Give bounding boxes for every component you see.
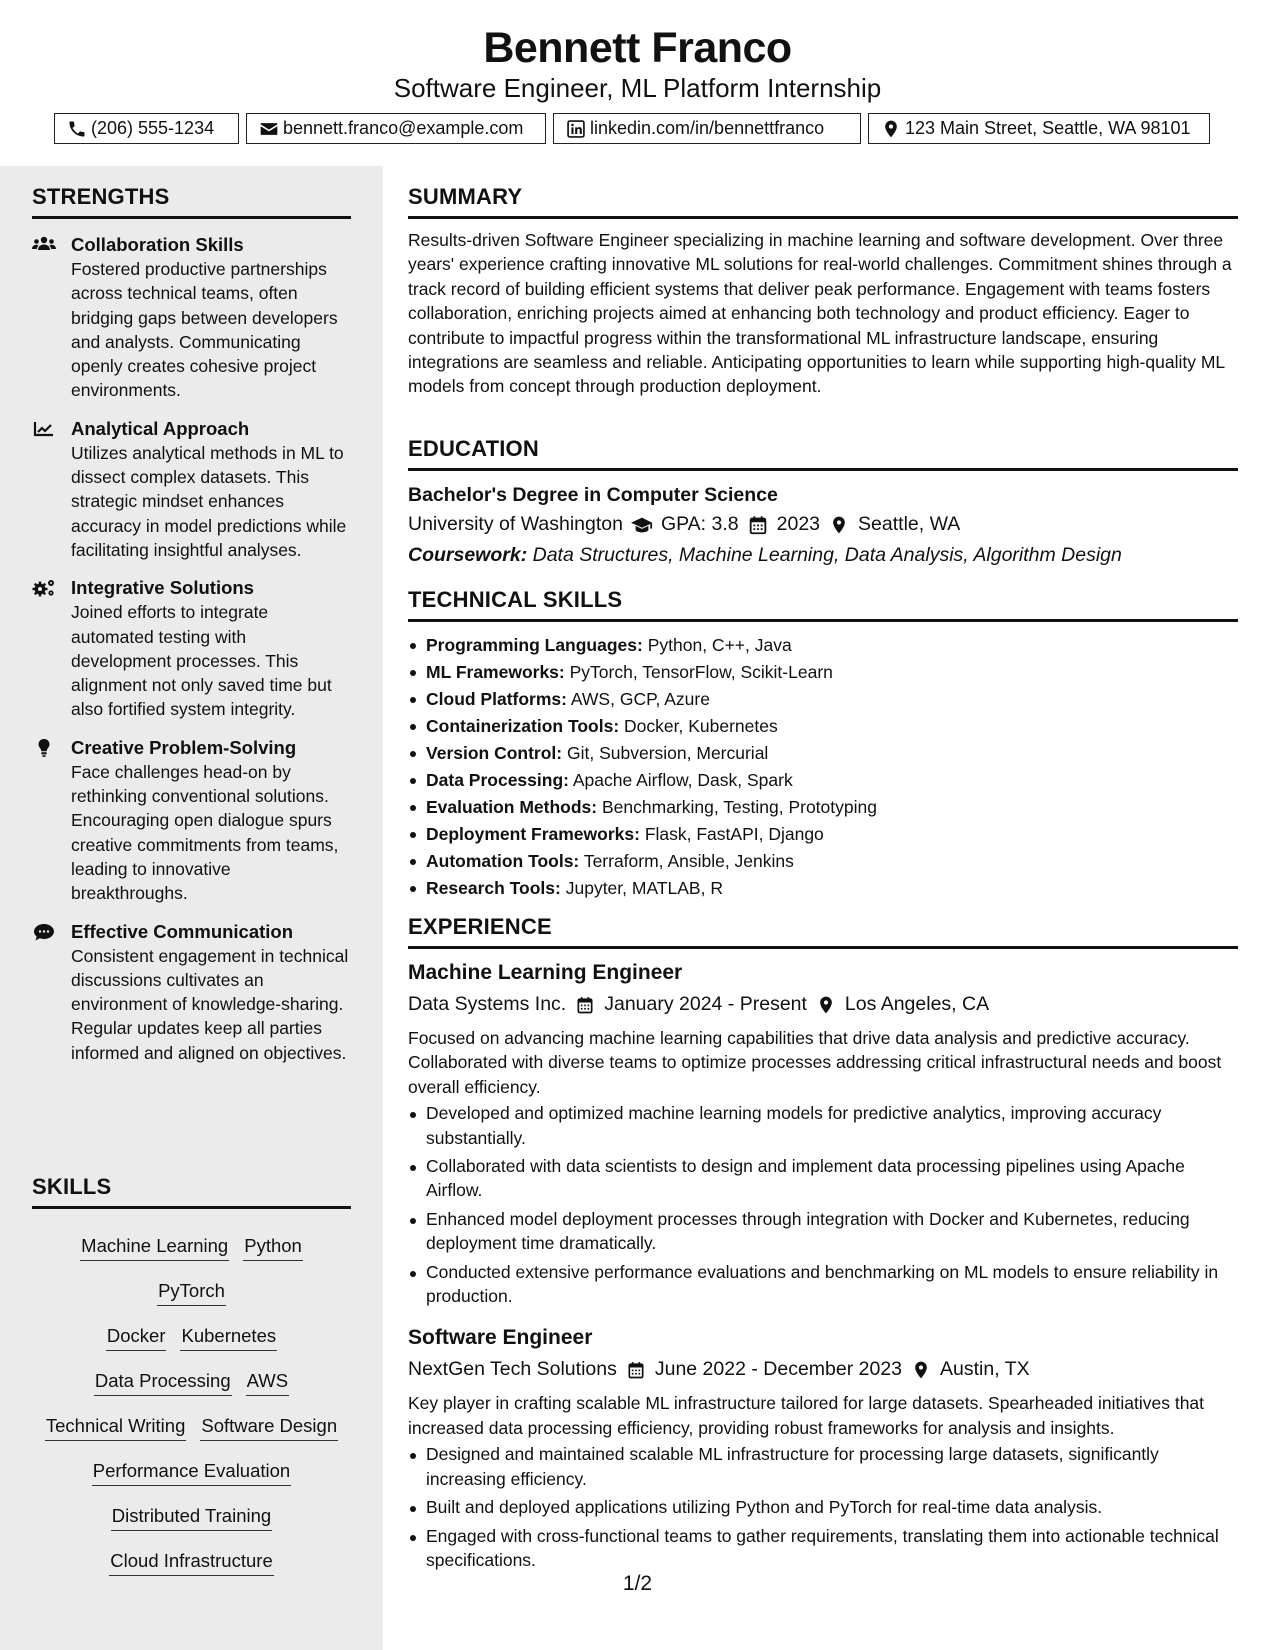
list-item	[408, 686, 1238, 713]
skill-label: Programming Languages:	[426, 635, 643, 655]
strength-desc: Fostered productive partnerships across technical teams, often bridging gaps between developers and analysts. Communicating openly creates cohesive project environments.	[71, 259, 338, 401]
summary-title: SUMMARY	[408, 184, 1238, 219]
calendar-icon	[747, 515, 769, 535]
graduation-cap-icon	[631, 515, 653, 535]
strength-title: Collaboration Skills	[71, 234, 244, 255]
job-description: Key player in crafting scalable ML infrastructure tailored for large datasets. Spearheaded initiatives that increased data processing efficiency, providing robust frameworks for analysis and insights.	[408, 1393, 1205, 1438]
skill-label: Data Processing:	[426, 770, 569, 790]
linkedin-icon	[566, 119, 586, 139]
job-bullets	[408, 1101, 1238, 1308]
experience-section	[408, 914, 1238, 1576]
strength-item	[32, 417, 351, 562]
strength-title: Creative Problem-Solving	[71, 736, 297, 758]
strength-title: Analytical Approach	[71, 417, 250, 439]
strength-desc: Utilizes analytical methods in ML to dissect complex datasets. This strategic mindset enhances accuracy in model predictions while facilitating insightful analyses.	[71, 442, 347, 560]
education-gpa: GPA: 3.8	[660, 513, 739, 535]
job-dates: June 2022 - December 2023	[654, 1358, 903, 1381]
map-pin-icon	[828, 515, 850, 535]
skill-value: Apache Airflow, Dask, Spark	[572, 770, 793, 790]
contact-linkedin-text: linkedin.com/in/bennettfranco	[590, 118, 825, 138]
list-item	[408, 767, 1238, 794]
skill-value: Flask, FastAPI, Django	[644, 824, 824, 844]
job-location: Austin, TX	[940, 1358, 1030, 1381]
list-item: Enhanced model deployment processes through integration with Docker and Kubernetes, reducing deployment time dramatically.	[408, 1207, 1238, 1256]
users-icon	[32, 235, 56, 255]
strength-item	[32, 233, 351, 403]
coursework-list: Data Structures, Machine Learning, Data Analysis, Algorithm Design	[532, 544, 1122, 566]
skill-value: Jupyter, MATLAB, R	[565, 878, 723, 898]
job-company: NextGen Tech Solutions	[408, 1358, 617, 1381]
list-item: Conducted extensive performance evaluations and benchmarking on ML models to ensure reliability in production.	[408, 1260, 1238, 1309]
contact-location-text: 123 Main Street, Seattle, WA 98101	[905, 118, 1191, 138]
gears-icon	[32, 578, 56, 598]
job-meta	[408, 1358, 1238, 1381]
list-item: Designed and maintained scalable ML infrastructure for processing large datasets, significantly increasing efficiency.	[408, 1442, 1238, 1491]
skill-tag: PyTorch	[157, 1279, 226, 1306]
list-item	[408, 848, 1238, 875]
education-section	[408, 436, 1238, 567]
education-year: 2023	[776, 513, 821, 535]
list-item: Collaborated with data scientists to design and implement data processing pipelines using Apache Airflow.	[408, 1154, 1238, 1203]
job-title: Software Engineer	[408, 1326, 593, 1350]
phone-icon	[67, 119, 87, 139]
summary-section	[408, 184, 1238, 399]
strength-item	[32, 736, 351, 906]
education-meta	[408, 513, 1238, 536]
strengths-section	[32, 184, 351, 1065]
list-item	[408, 821, 1238, 848]
technical-skills-title: TECHNICAL SKILLS	[408, 587, 1238, 622]
list-item: Engaged with cross-functional teams to gather requirements, translating them into actionable technical specifications.	[408, 1524, 1238, 1573]
list-item	[408, 794, 1238, 821]
job-company: Data Systems Inc.	[408, 993, 567, 1015]
skill-value: Git, Subversion, Mercurial	[567, 743, 769, 763]
contact-linkedin[interactable]	[553, 113, 861, 144]
contact-bar	[54, 113, 1210, 144]
skills-title: SKILLS	[32, 1174, 351, 1209]
job-entry	[408, 959, 1238, 1308]
contact-phone-text: (206) 555-1234	[91, 118, 215, 138]
list-item: Developed and optimized machine learning models for predictive analytics, improving accuracy substantially.	[408, 1101, 1238, 1150]
list-item	[408, 740, 1238, 767]
skill-tag: Docker	[106, 1324, 167, 1351]
skill-label: Research Tools:	[426, 878, 561, 898]
skill-label: ML Frameworks:	[426, 662, 565, 682]
skill-tag: Machine Learning	[80, 1234, 229, 1261]
job-entry	[408, 1324, 1238, 1572]
envelope-icon	[259, 119, 279, 139]
skill-tag: Python	[243, 1234, 303, 1261]
strength-desc: Face challenges head-on by rethinking conventional solutions. Encouraging open dialogue spurs creative commitments from teams, leading to innovative breakthroughs.	[71, 761, 339, 904]
skill-value: Benchmarking, Testing, Prototyping	[602, 797, 877, 817]
calendar-icon	[575, 995, 595, 1015]
list-item	[408, 875, 1238, 902]
skill-value: Terraform, Ansible, Jenkins	[583, 851, 794, 871]
comment-icon	[32, 922, 56, 942]
job-meta	[408, 993, 1238, 1016]
skill-label: Version Control:	[426, 743, 563, 763]
chart-line-icon	[32, 419, 56, 439]
skill-tag: Cloud Infrastructure	[109, 1549, 273, 1576]
skill-label: Cloud Platforms:	[426, 689, 567, 709]
education-degree: Bachelor's Degree in Computer Science	[408, 484, 778, 506]
strength-desc: Consistent engagement in technical discussions cultivates an environment of knowledge-sharing. Regular updates keep all parties informed and aligned on objectives.	[71, 945, 349, 1063]
skill-value: Python, C++, Java	[647, 635, 792, 655]
resume-role: Software Engineer, ML Platform Internship	[393, 73, 882, 103]
skill-tag: Performance Evaluation	[92, 1459, 291, 1486]
skill-tags	[32, 1223, 351, 1583]
strength-title: Effective Communication	[71, 920, 294, 942]
skill-tag: Distributed Training	[111, 1504, 272, 1531]
education-title: EDUCATION	[408, 436, 1238, 471]
skill-tag: Kubernetes	[180, 1324, 277, 1351]
strength-desc: Joined efforts to integrate automated testing with development processes. This alignment not only saved time but also fortified system integrity.	[71, 602, 332, 720]
job-bullets	[408, 1442, 1238, 1572]
coursework-label: Coursework:	[408, 544, 528, 566]
list-item: Built and deployed applications utilizing Python and PyTorch for real-time data analysis.	[408, 1495, 1238, 1519]
strength-item	[32, 576, 351, 721]
contact-phone[interactable]	[54, 113, 239, 144]
job-location: Los Angeles, CA	[844, 993, 990, 1015]
skill-tag: AWS	[246, 1369, 289, 1396]
technical-skills-section	[408, 587, 1238, 902]
education-location: Seattle, WA	[858, 513, 961, 535]
job-dates: January 2024 - Present	[604, 993, 807, 1015]
skill-label: Containerization Tools:	[426, 716, 620, 736]
strength-item	[32, 920, 351, 1065]
job-title: Machine Learning Engineer	[408, 961, 683, 984]
skill-tag: Technical Writing	[45, 1414, 187, 1441]
strengths-title: STRENGTHS	[32, 184, 351, 219]
skill-label: Deployment Frameworks:	[426, 824, 640, 844]
job-description: Focused on advancing machine learning capabilities that drive data analysis and predictive accuracy. Collaborated with diverse teams to optimize processes addressing critical infrastructural needs and boost overall efficiency.	[408, 1028, 1222, 1097]
skill-label: Automation Tools:	[426, 851, 580, 871]
resume-name: Bennett Franco	[483, 24, 792, 72]
map-pin-icon	[911, 1360, 931, 1380]
map-pin-icon	[816, 995, 836, 1015]
skill-tag: Data Processing	[94, 1369, 232, 1396]
education-coursework	[408, 544, 1238, 567]
map-pin-icon	[881, 119, 901, 139]
skills-section	[32, 1174, 351, 1583]
list-item	[408, 632, 1238, 659]
summary-text: Results-driven Software Engineer specializing in machine learning and software development. Over three years' experience crafting innovative ML solutions for real-world challenges. Commitment shines through a track record of building efficient systems that deliver peak performance. Engagement with teams fosters collaboration, enriching projects aimed at enhancing both technology and product efficiency. Eager to contribute to impactful progress within the transformational ML infrastructure landscape, ensuring integrations are seamless and reliable. Anticipating opportunities to learn while supporting high-quality ML models from concept through production deployment.	[408, 230, 1232, 397]
contact-email[interactable]	[246, 113, 546, 144]
skill-value: Docker, Kubernetes	[624, 716, 778, 736]
experience-title: EXPERIENCE	[408, 914, 1238, 949]
skill-label: Evaluation Methods:	[426, 797, 598, 817]
contact-email-text: bennett.franco@example.com	[283, 118, 524, 138]
contact-location	[868, 113, 1210, 144]
education-school: University of Washington	[408, 513, 623, 535]
list-item	[408, 713, 1238, 740]
skill-value: PyTorch, TensorFlow, Scikit-Learn	[569, 662, 833, 682]
strength-title: Integrative Solutions	[71, 577, 254, 599]
skill-tag: Software Design	[200, 1414, 338, 1441]
calendar-icon	[626, 1360, 646, 1380]
page-number: 1/2	[622, 1572, 653, 1595]
lightbulb-icon	[32, 738, 56, 758]
technical-skills-list	[408, 632, 1238, 902]
skill-value: AWS, GCP, Azure	[570, 689, 710, 709]
list-item	[408, 659, 1238, 686]
